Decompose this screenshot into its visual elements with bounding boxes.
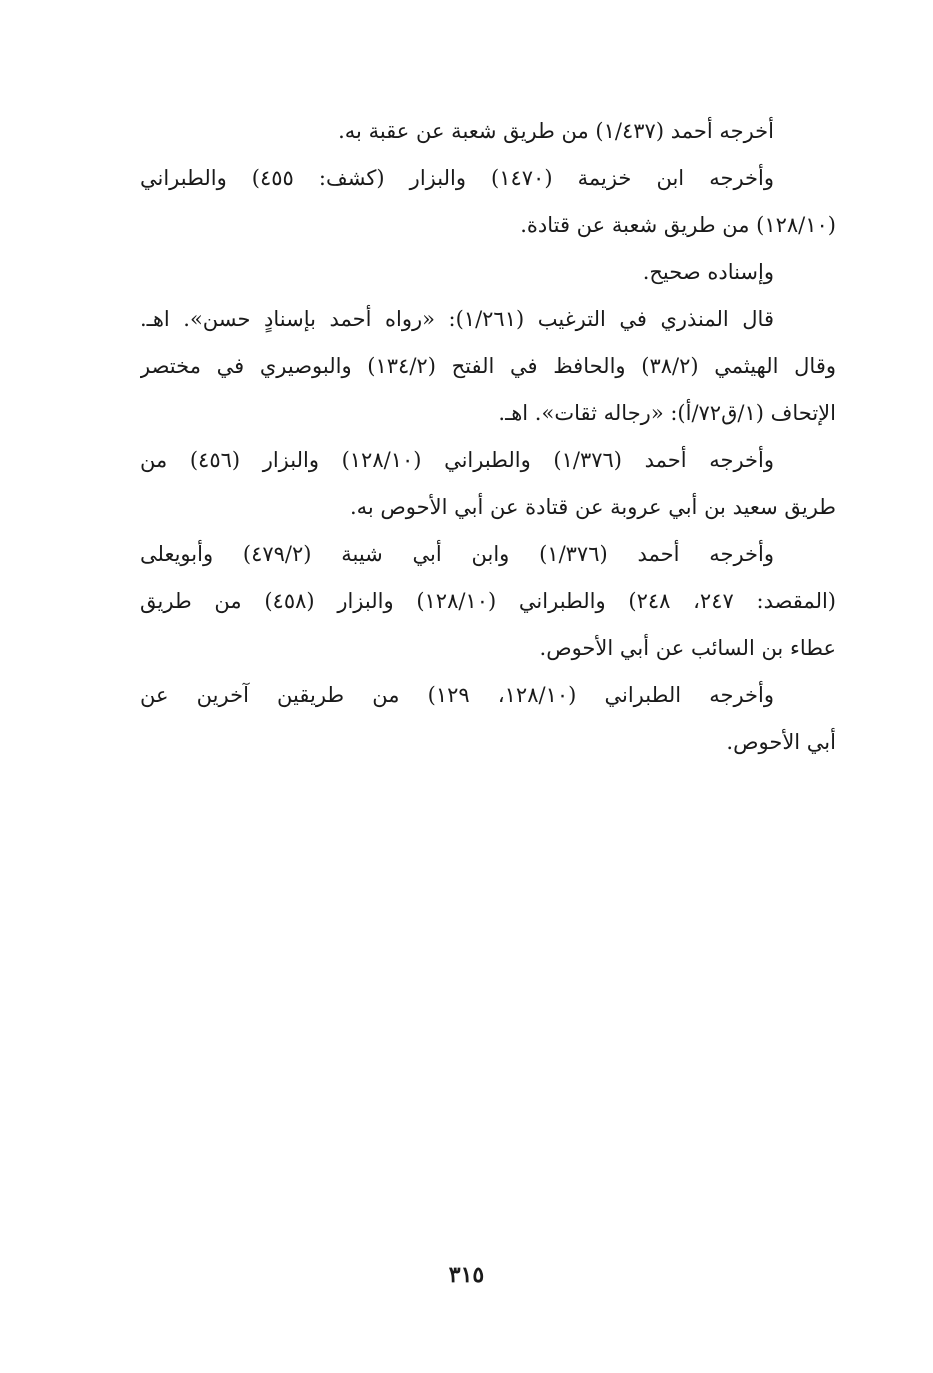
- text-line: عطاء بن السائب عن أبي الأحوص.: [539, 636, 836, 660]
- text-line: وأخرجه أحمد (١/٣٧٦) والطبراني (١٢٨/١٠) والبزار (٤٥٦) من: [140, 448, 774, 472]
- text-line: طريق سعيد بن أبي عروبة عن قتادة عن أبي الأحوص به.: [349, 495, 836, 519]
- text-line: الإتحاف (١/ق٧٢/أ): «رجاله ثقات». اهـ.: [498, 401, 836, 425]
- text-line: وأخرجه ابن خزيمة (١٤٧٠) والبزار (كشف: ٤٥٥) والطبراني: [140, 166, 774, 190]
- body-text: [140, 108, 836, 766]
- text-line: قال المنذري في الترغيب (١/٢٦١): «رواه أحمد بإسنادٍ حسن». اهـ.: [140, 307, 774, 331]
- text-line: (المقصد: ٢٤٧، ٢٤٨) والطبراني (١٢٨/١٠) والبزار (٤٥٨) من طريق: [140, 589, 836, 613]
- text-line: أبي الأحوص.: [726, 730, 836, 754]
- text-line: وأخرجه الطبراني (١٢٨/١٠، ١٢٩) من طريقين آخرين عن: [140, 683, 774, 707]
- text-line: (١٢٨/١٠) من طريق شعبة عن قتادة.: [520, 213, 836, 237]
- text-line: وأخرجه أحمد (١/٣٧٦) وابن أبي شيبة (٤٧٩/٢) وأبويعلى: [140, 542, 775, 566]
- page-number: ٣١٥: [448, 1262, 485, 1288]
- text-line: وقال الهيثمي (٣٨/٢) والحافظ في الفتح (١٣٤/٢) والبوصيري في مختصر: [140, 354, 836, 378]
- text-line: وإسناده صحيح.: [642, 260, 774, 284]
- text-line: أخرجه أحمد (١/٤٣٧) من طريق شعبة عن عقبة به.: [338, 119, 774, 143]
